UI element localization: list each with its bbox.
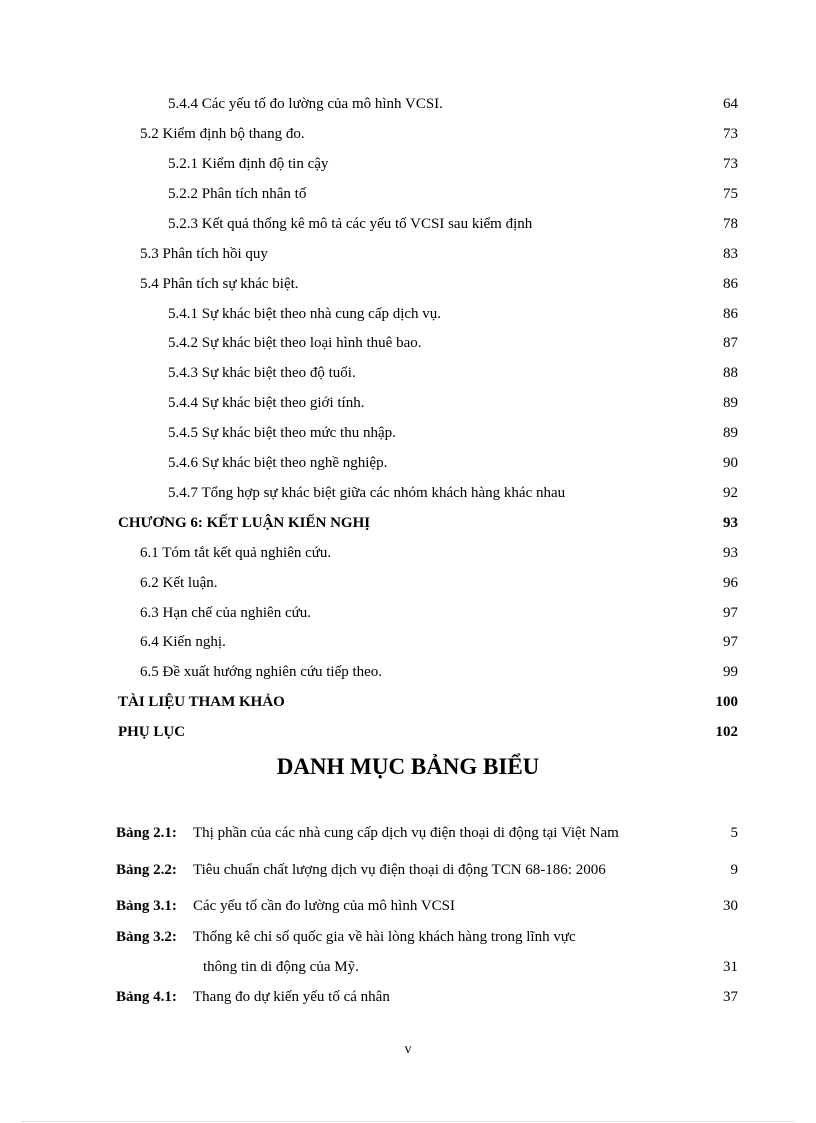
- toc-chapter-page: 100: [715, 694, 738, 710]
- toc-entry-text: 5.2.3 Kết quả thống kê mô tả các yếu tố VCSI sau kiểm định: [168, 216, 533, 232]
- toc-entry-text: 5.4.7 Tổng hợp sự khác biệt giữa các nhóm khách hàng khác nhau: [168, 485, 566, 501]
- table-entry-label: Bảng 2.1:: [116, 825, 177, 841]
- toc-chapter-page: 93: [723, 515, 738, 531]
- toc-entry-text: 5.2 Kiểm định bộ thang đo.: [140, 126, 305, 142]
- toc-entry: [0, 631, 816, 653]
- table-entry-label: Bảng 2.2:: [116, 862, 177, 878]
- toc-entry-text: 5.4.6 Sự khác biệt theo nghề nghiệp.: [168, 455, 388, 471]
- table-entry-text: Thị phần của các nhà cung cấp dịch vụ điện thoại di động tại Việt Nam: [193, 825, 619, 841]
- toc-entry-page: 73: [723, 156, 738, 172]
- table-entry-page: 30: [723, 898, 738, 914]
- table-entry: [0, 822, 816, 844]
- toc-entry-page: 99: [723, 664, 738, 680]
- table-entry-label: Bảng 4.1:: [116, 989, 177, 1005]
- toc-entry-page: 96: [723, 575, 738, 591]
- toc-entry-text: 6.5 Đề xuất hướng nghiên cứu tiếp theo.: [140, 664, 383, 680]
- toc-entry-page: 86: [723, 306, 738, 322]
- toc-entry: [0, 183, 816, 205]
- toc-chapter-text: PHỤ LỤC: [118, 724, 186, 740]
- toc-entry: [0, 602, 816, 624]
- table-entry: [0, 986, 816, 1008]
- toc-chapter: [0, 721, 816, 743]
- table-entry-continuation: [0, 956, 816, 978]
- toc-entry: [0, 123, 816, 145]
- toc-entry-text: 6.4 Kiến nghị.: [140, 634, 226, 650]
- toc-entry-text: 5.4.1 Sự khác biệt theo nhà cung cấp dịch vụ.: [168, 306, 442, 322]
- table-entry: [0, 926, 816, 948]
- toc-entry-page: 89: [723, 395, 738, 411]
- toc-entry: [0, 392, 816, 414]
- table-entry-page: 31: [723, 959, 738, 975]
- table-entry-page: 37: [723, 989, 738, 1005]
- toc-chapter: [0, 512, 816, 534]
- toc-entry-text: 5.3 Phân tích hồi quy: [140, 246, 268, 262]
- toc-entry-page: 83: [723, 246, 738, 262]
- toc-entry: [0, 452, 816, 474]
- toc-entry-page: 93: [723, 545, 738, 561]
- toc-entry-text: 5.4.5 Sự khác biệt theo mức thu nhập.: [168, 425, 396, 441]
- toc-entry-page: 86: [723, 276, 738, 292]
- toc-entry-text: 5.4.4 Các yếu tố đo lường của mô hình VCSI.: [168, 96, 443, 112]
- toc-entry-text: 6.1 Tóm tắt kết quả nghiên cứu.: [140, 545, 332, 561]
- toc-entry-page: 89: [723, 425, 738, 441]
- table-entry: [0, 859, 816, 881]
- toc-entry: [0, 213, 816, 235]
- toc-entry-page: 90: [723, 455, 738, 471]
- toc-entry-page: 75: [723, 186, 738, 202]
- toc-entry-text: 5.4.4 Sự khác biệt theo giới tính.: [168, 395, 365, 411]
- toc-chapter-page: 102: [715, 724, 738, 740]
- toc-chapter: [0, 691, 816, 713]
- page-edge-divider: [22, 1121, 794, 1122]
- toc-entry-text: 5.4.3 Sự khác biệt theo độ tuổi.: [168, 365, 356, 381]
- toc-entry: [0, 273, 816, 295]
- table-entry: [0, 895, 816, 917]
- table-entry-label: Bảng 3.2:: [116, 929, 177, 945]
- toc-entry-page: 73: [723, 126, 738, 142]
- table-entry-label: Bảng 3.1:: [116, 898, 177, 914]
- toc-entry: [0, 153, 816, 175]
- toc-entry-page: 87: [723, 335, 738, 351]
- section-heading: DANH MỤC BẢNG BIỂU: [276, 754, 540, 779]
- toc-entry-page: 97: [723, 634, 738, 650]
- table-entry-text: Thang đo dự kiến yếu tố cá nhân: [193, 989, 390, 1005]
- toc-entry-page: 78: [723, 216, 738, 232]
- toc-entry-page: 64: [723, 96, 738, 112]
- toc-entry: [0, 542, 816, 564]
- toc-entry-text: 5.4.2 Sự khác biệt theo loại hình thuê bao.: [168, 335, 422, 351]
- toc-entry: [0, 332, 816, 354]
- toc-entry: [0, 303, 816, 325]
- toc-entry: [0, 482, 816, 504]
- toc-chapter-text: CHƯƠNG 6: KẾT LUẬN KIẾN NGHỊ: [118, 515, 371, 531]
- toc-entry: [0, 243, 816, 265]
- table-entry-text-continued: thông tin di động của Mỹ.: [203, 959, 359, 975]
- toc-entry-text: 5.2.2 Phân tích nhân tố: [168, 186, 307, 202]
- toc-entry: [0, 661, 816, 683]
- page-number: v: [404, 1042, 412, 1057]
- table-entry-page: 9: [730, 862, 738, 878]
- toc-entry: [0, 422, 816, 444]
- toc-entry-text: 6.3 Hạn chế của nghiên cứu.: [140, 605, 311, 621]
- table-entry-text: Thống kê chỉ số quốc gia về hài lòng khách hàng trong lĩnh vực: [193, 929, 576, 945]
- toc-chapter-text: TÀI LIỆU THAM KHẢO: [118, 694, 285, 710]
- table-entry-text: Các yếu tố cần đo lường của mô hình VCSI: [193, 898, 455, 914]
- toc-entry: [0, 93, 816, 115]
- toc-entry-page: 92: [723, 485, 738, 501]
- table-entry-text: Tiêu chuẩn chất lượng dịch vụ điện thoại di động TCN 68-186: 2006: [193, 862, 606, 878]
- table-entry-page: 5: [730, 825, 738, 841]
- toc-entry: [0, 572, 816, 594]
- toc-entry-text: 5.2.1 Kiểm định độ tin cậy: [168, 156, 329, 172]
- toc-entry: [0, 362, 816, 384]
- toc-entry-text: 6.2 Kết luận.: [140, 575, 218, 591]
- toc-entry-page: 97: [723, 605, 738, 621]
- toc-entry-page: 88: [723, 365, 738, 381]
- toc-entry-text: 5.4 Phân tích sự khác biệt.: [140, 276, 299, 292]
